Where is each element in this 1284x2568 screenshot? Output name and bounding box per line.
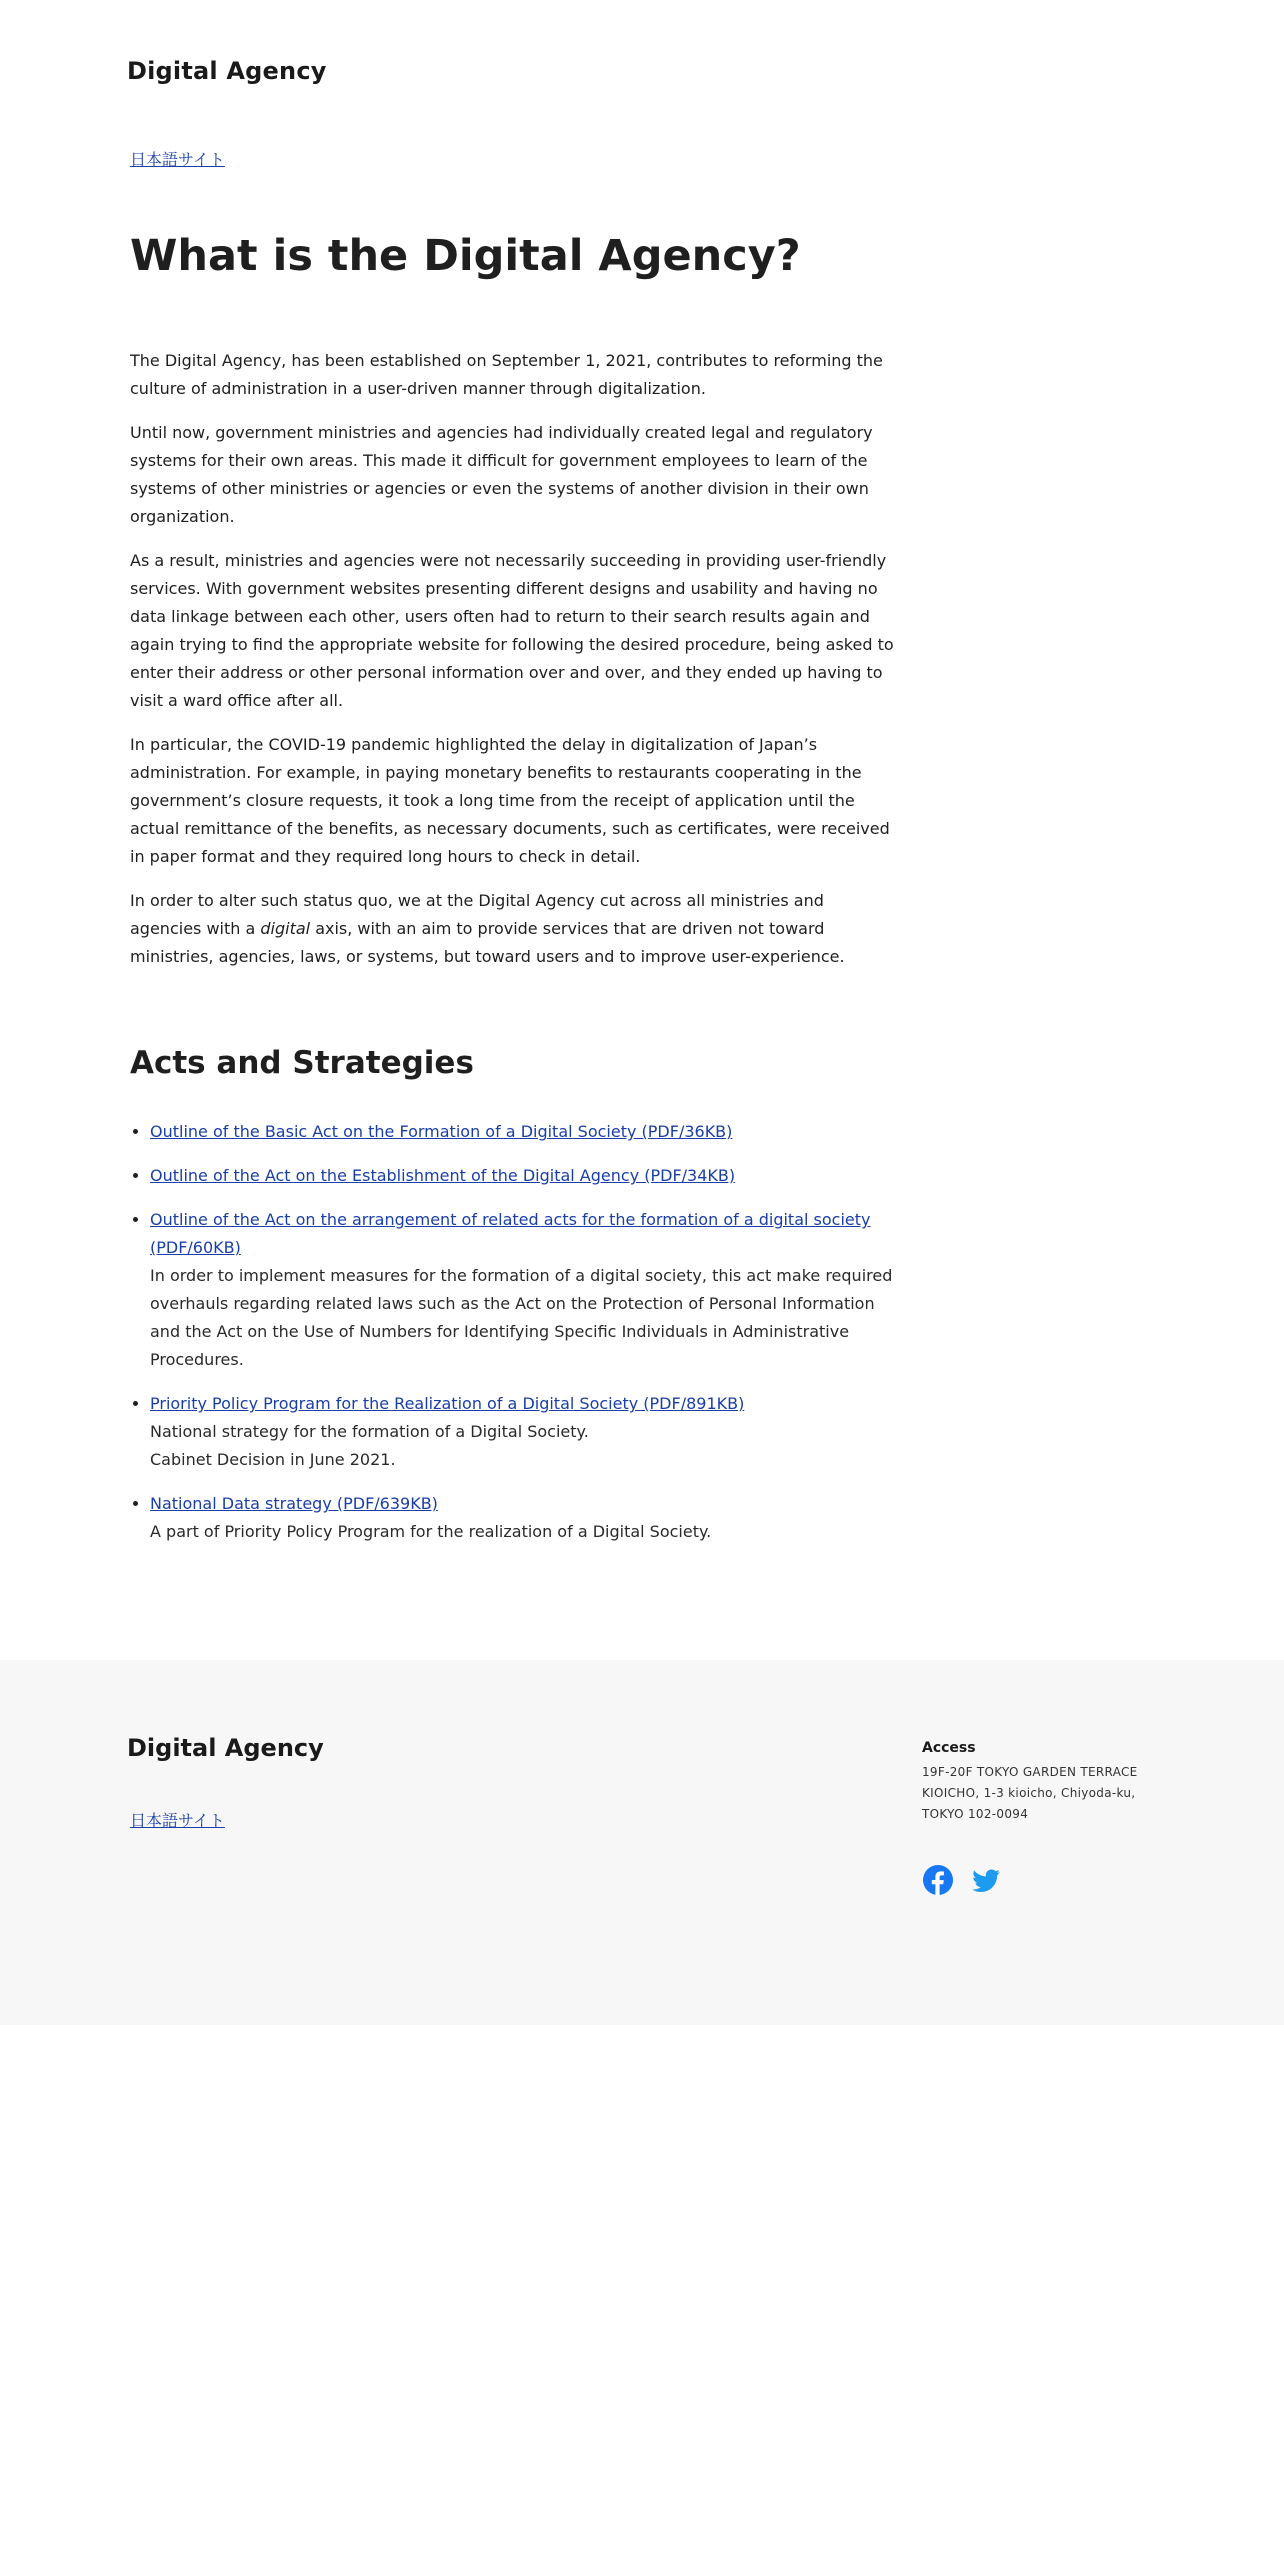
list-item	[150, 1490, 895, 1546]
address-line: 19F-20F TOKYO GARDEN TERRACE	[922, 1765, 1138, 1779]
act-link[interactable]: Outline of the Act on the arrangement of related acts for the formation of a digital society (PDF/60KB)	[150, 1210, 871, 1258]
paragraph-text: axis, with an aim to provide services that are driven not toward ministries, agencies, laws, or systems, but toward users and to improve user-experience.	[130, 918, 845, 966]
access-block	[922, 1740, 1152, 1825]
intro-section	[130, 347, 895, 971]
intro-paragraph: Until now, government ministries and agencies had individually created legal and regulatory systems for their own areas. This made it difficult for government employees to learn of the systems of other ministries or agencies or even the systems of another division in their own organization.	[130, 422, 873, 526]
list-item	[150, 1162, 895, 1190]
intro-paragraph: As a result, ministries and agencies were not necessarily succeeding in providing user-friendly services. With government websites presenting different designs and usability and having no data linkage between each other, users often had to return to their search results again and again trying to find the appropriate website for following the desired procedure, being asked to enter their address or other personal information over and over, and they ended up having to visit a ward office after all.	[130, 550, 894, 710]
japanese-site-link[interactable]: 日本語サイト	[130, 150, 225, 169]
act-description: A part of Priority Policy Program for the realization of a Digital Society.	[150, 1522, 712, 1542]
address-line: TOKYO 102-0094	[922, 1807, 1029, 1821]
site-footer	[0, 1660, 1284, 2025]
facebook-link[interactable]	[922, 1864, 954, 1896]
address	[922, 1762, 1152, 1825]
list-item	[150, 1390, 895, 1474]
act-link[interactable]: National Data strategy (PDF/639KB)	[150, 1494, 438, 1514]
act-link[interactable]: Priority Policy Program for the Realization of a Digital Society (PDF/891KB)	[150, 1394, 745, 1414]
list-item	[150, 1118, 895, 1146]
list-item	[150, 1206, 895, 1374]
act-description: Cabinet Decision in June 2021.	[150, 1450, 396, 1470]
facebook-icon	[922, 1864, 954, 1896]
footer-logo[interactable]: Digital Agency	[127, 1734, 324, 1762]
intro-paragraph: In particular, the COVID-19 pandemic highlighted the delay in digitalization of Japan’s administration. For example, in paying monetary benefits to restaurants cooperating in the government’s closure requests, it took a long time from the receipt of application until the actual remittance of the benefits, as necessary documents, such as certificates, were received in paper format and they required long hours to check in detail.	[130, 734, 890, 866]
access-title: Access	[922, 1740, 976, 1756]
act-link[interactable]: Outline of the Basic Act on the Formation of a Digital Society (PDF/36KB)	[150, 1122, 733, 1142]
act-link[interactable]: Outline of the Act on the Establishment of the Digital Agency (PDF/34KB)	[150, 1166, 736, 1186]
emphasis-text: digital	[260, 918, 311, 938]
section-title-acts: Acts and Strategies	[130, 1044, 474, 1081]
page-title: What is the Digital Agency?	[130, 231, 801, 281]
site-logo[interactable]: Digital Agency	[127, 57, 327, 85]
act-description: In order to implement measures for the formation of a digital society, this act make required overhauls regarding related laws such as the Act on the Protection of Personal Information and the Act on the Use of Numbers for Identifying Specific Individuals in Administrative Procedures.	[150, 1266, 893, 1370]
main-content	[130, 230, 895, 1562]
social-links	[922, 1864, 1002, 1896]
site-header	[0, 0, 1284, 200]
footer-japanese-site-link[interactable]: 日本語サイト	[130, 1811, 225, 1830]
twitter-icon	[970, 1864, 1002, 1896]
intro-paragraph: The Digital Agency, has been established on September 1, 2021, contributes to reforming the culture of administration in a user-driven manner through digitalization.	[130, 350, 883, 398]
twitter-link[interactable]	[970, 1864, 1002, 1896]
act-description: National strategy for the formation of a Digital Society.	[150, 1422, 589, 1442]
acts-list	[130, 1118, 895, 1546]
address-line: KIOICHO, 1-3 kioicho, Chiyoda-ku,	[922, 1786, 1136, 1800]
paragraph-text: In order to alter such status quo, we at the Digital Agency cut across all ministries and agencies with a	[130, 890, 824, 938]
intro-paragraph	[130, 887, 895, 971]
